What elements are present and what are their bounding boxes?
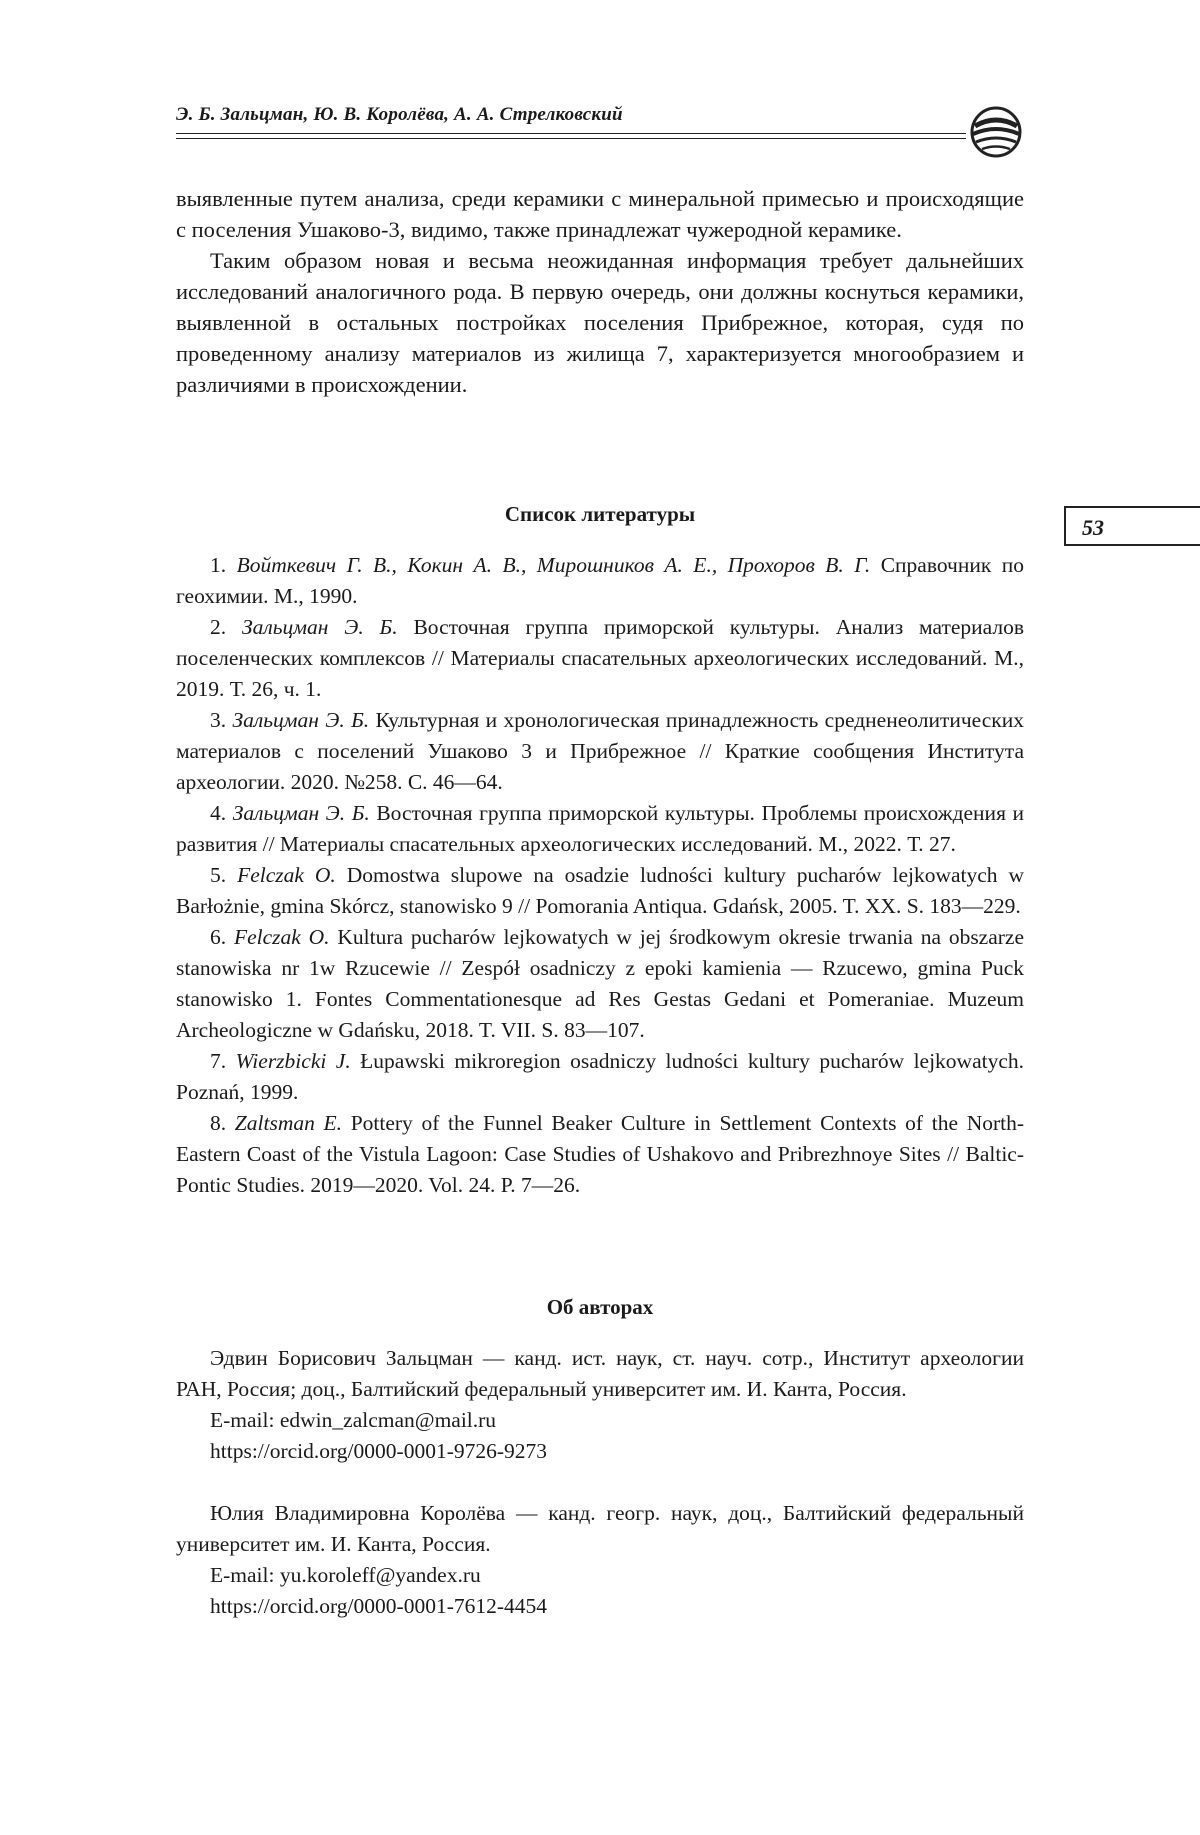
running-head: Э. Б. Зальцман, Ю. В. Королёва, А. А. Стрелковский [176, 104, 623, 125]
author-email: E-mail: edwin_zalcman@mail.ru [210, 1408, 497, 1432]
author-bio: Юлия Владимировна Королёва — канд. геогр. наук, доц., Балтийский федеральный университет им. И. Канта, Россия. [176, 1501, 1024, 1556]
reference-item: 1. Войткевич Г. В., Кокин А. В., Мирошников А. Е., Прохоров В. Г. Справочник по геохимии. М., 1990. [176, 553, 1024, 608]
references-list [176, 550, 1024, 1201]
about-authors-heading: Об авторах [546, 1295, 654, 1319]
paragraph: выявленные путем анализа, среди керамики с минеральной примесью и происходящие с поселения Ушаково-3, видимо, также принадлежат чужеродной керамике. [176, 186, 1024, 242]
paragraph: Таким образом новая и весьма неожиданная информация требует дальнейших исследований аналогичного рода. В первую очередь, они должны коснуться керамики, выявленной в остальных постройках поселения Прибрежное, которая, судя по проведенному анализу материалов из жилища 7, характеризуется многообразием и различиями в происхождении. [176, 248, 1024, 397]
author-bio: Эдвин Борисович Зальцман — канд. ист. наук, ст. науч. сотр., Институт археологии РАН, Россия; доц., Балтийский федеральный университет им. И. Канта, Россия. [176, 1346, 1024, 1401]
reference-item: 8. Zaltsman E. Pottery of the Funnel Beaker Culture in Settlement Contexts of the North-Eastern Coast of the Vistula Lagoon: Case Studies of Ushakovo and Pribrezhnoye Sites // Baltic-Pontic Studies. 2019—2020. Vol. 24. P. 7—26. [176, 1111, 1025, 1197]
page-number-tab [1064, 506, 1200, 546]
header-rule [176, 133, 966, 134]
header-rule [176, 138, 966, 139]
references-heading: Список литературы [504, 502, 696, 526]
spacer [176, 1467, 1024, 1498]
about-authors [176, 1343, 1024, 1622]
author-orcid: https://orcid.org/0000-0001-9726-9273 [210, 1439, 548, 1463]
body-text [176, 183, 1024, 400]
author-email: E-mail: yu.koroleff@yandex.ru [210, 1563, 481, 1587]
author-orcid: https://orcid.org/0000-0001-7612-4454 [210, 1594, 548, 1618]
reference-item: 7. Wierzbicki J. Łupawski mikroregion osadniczy ludności kultury pucharów lejkowatych. Poznań, 1999. [176, 1049, 1025, 1104]
journal-logo-icon [966, 104, 1026, 160]
reference-item: 5. Felczak O. Domostwa slupowe na osadzie ludności kultury pucharów lejkowatych w Barłożnie, gmina Skórcz, stanowisko 9 // Pomorania Antiqua. Gdańsk, 2005. T. XX. S. 183—229. [176, 863, 1025, 918]
reference-item: 6. Felczak O. Kultura pucharów lejkowatych w jej środkowym okresie trwania na obszarze stanowiska nr 1w Rzucewie // Zespół osadniczy z epoki kamienia — Rzucewo, gmina Puck stanowisko 1. Fontes Commentationesque ad Res Gestas Gedani et Pomeraniae. Muzeum Archeologiczne w Gdańsku, 2018. T. VII. S. 83—107. [176, 925, 1025, 1042]
reference-item: 4. Зальцман Э. Б. Восточная группа приморской культуры. Проблемы происхождения и развития // Материалы спасательных археологических исследований. М., 2022. Т. 27. [176, 801, 1025, 856]
reference-item: 2. Зальцман Э. Б. Восточная группа приморской культуры. Анализ материалов поселенческих комплексов // Материалы спасательных археологических исследований. М., 2019. Т. 26, ч. 1. [176, 615, 1025, 701]
reference-item: 3. Зальцман Э. Б. Культурная и хронологическая принадлежность средненеолитических материалов с поселений Ушаково 3 и Прибрежное // Краткие сообщения Института археологии. 2020. №258. С. 46—64. [176, 708, 1024, 794]
page-number: 53 [1082, 515, 1104, 540]
